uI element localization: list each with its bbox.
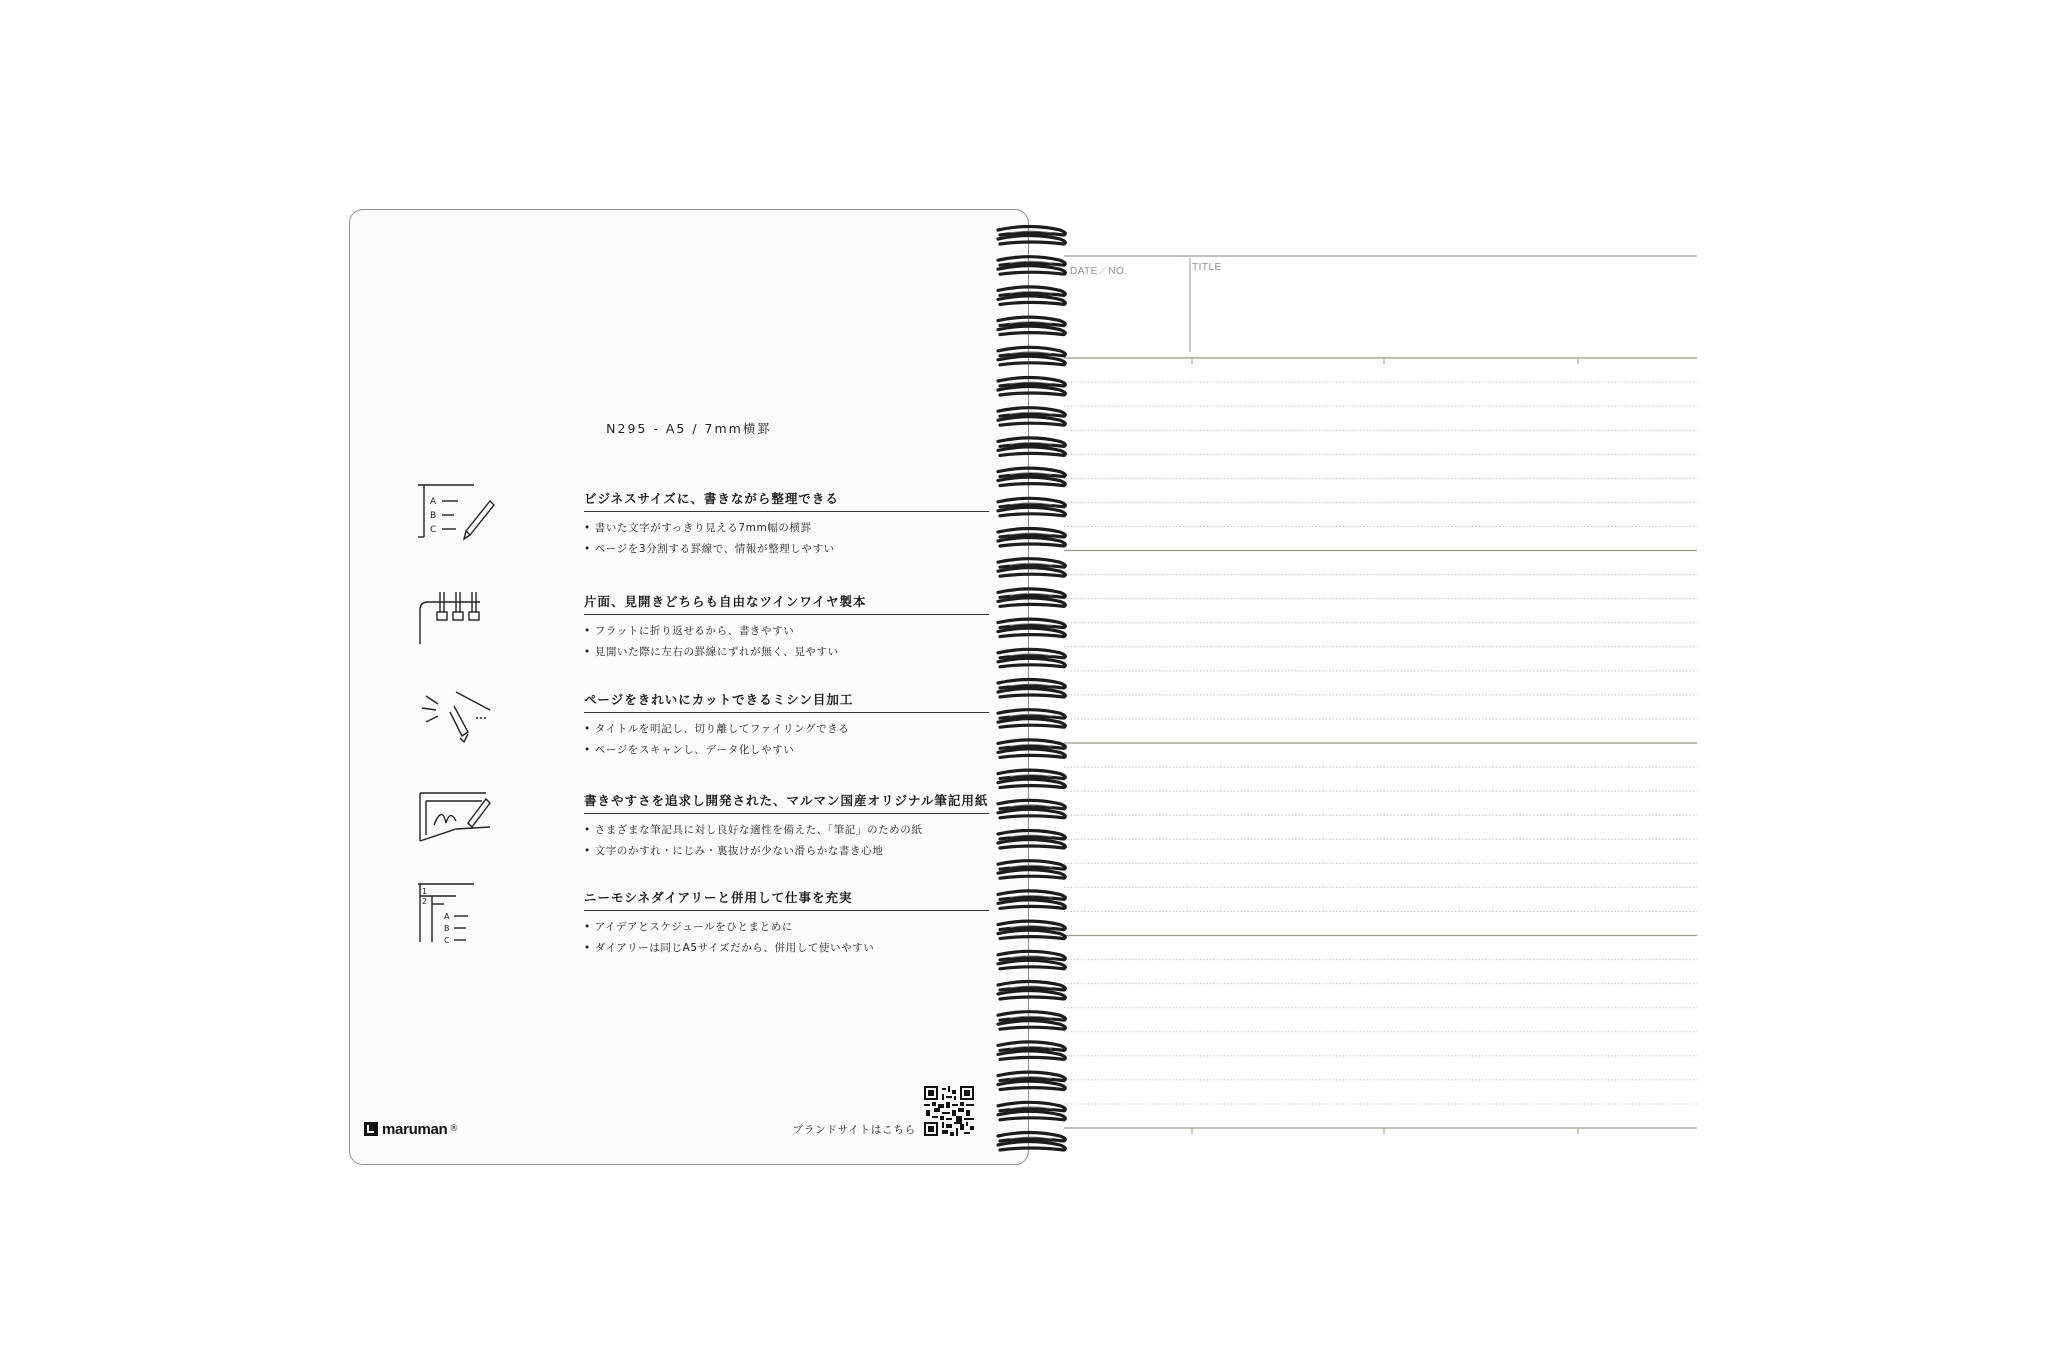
feature-rule	[584, 614, 989, 615]
spiral-loop	[998, 287, 1065, 305]
svg-text:C: C	[444, 936, 450, 945]
title-label: TITLE	[1192, 262, 1222, 273]
feature-heading: ニーモシネダイアリーと併用して仕事を充実	[584, 890, 853, 905]
qr-code-icon[interactable]	[924, 1086, 974, 1136]
feature-bullet: • ページを3分割する罫線で、情報が整理しやすい	[584, 543, 835, 555]
feature-item	[416, 592, 936, 672]
page-ruling	[1042, 206, 1732, 1168]
feature-item	[416, 888, 936, 968]
svg-text:A: A	[430, 497, 437, 507]
spiral-loop	[998, 1102, 1065, 1120]
twin-wire-spiral	[990, 222, 1076, 1152]
spiral-loop	[998, 1072, 1065, 1090]
feature-bullet: • タイトルを明記し、切り離してファイリングできる	[584, 723, 850, 735]
feature-bullet: • フラットに折り返せるから、書きやすい	[584, 625, 795, 637]
spiral-loop	[998, 378, 1065, 396]
feature-bullet: • さまざまな筆記具に対し良好な適性を備えた、「筆記」のための紙	[584, 824, 923, 836]
feature-item	[416, 791, 989, 871]
feature-heading: 片面、見開きどちらも自由なツインワイヤ製本	[584, 594, 867, 609]
feature-bullet: • 書いた文字がすっきり見える7mm幅の横罫	[584, 522, 812, 534]
feature-bullet: • 見開いた際に左右の罫線にずれが無く、見やすい	[584, 646, 839, 658]
spiral-loop	[998, 559, 1065, 577]
spiral-loop	[998, 861, 1065, 879]
feature-heading: ページをきれいにカットできるミシン目加工	[584, 692, 854, 707]
svg-text:B: B	[430, 511, 437, 521]
spiral-loop	[998, 529, 1065, 547]
spiral-loop	[998, 619, 1065, 637]
abc-list-pen-icon	[416, 483, 496, 547]
spiral-loop	[998, 800, 1065, 818]
svg-text:A: A	[444, 912, 450, 921]
spiral-loop	[998, 468, 1065, 486]
date-label: DATE／NO.	[1070, 266, 1128, 277]
spiral-loop	[998, 680, 1065, 698]
back-cover	[349, 209, 1029, 1165]
feature-bullet: • ダイアリーは同じA5サイズだから、併用して使いやすい	[584, 942, 875, 954]
spiral-loop	[998, 921, 1065, 939]
brand-name: maruman	[382, 1120, 448, 1138]
twin-wire-binding-icon	[416, 586, 496, 650]
spiral-loop	[998, 438, 1065, 456]
svg-text:2: 2	[422, 897, 428, 906]
spiral-loop	[998, 1012, 1065, 1029]
feature-item	[416, 489, 936, 569]
spiral-loop	[998, 408, 1065, 426]
brand-site-label: ブランドサイトはこちら	[792, 1124, 916, 1136]
feature-heading: ビジネスサイズに、書きながら整理できる	[584, 491, 839, 506]
paper-writing-icon	[416, 785, 496, 849]
feature-rule	[584, 813, 989, 814]
svg-text:B: B	[444, 924, 450, 933]
spiral-loop	[998, 347, 1065, 365]
feature-bullet: • 文字のかすれ・にじみ・裏抜けが少ない滑らかな書き心地	[584, 845, 884, 857]
svg-text:C: C	[430, 525, 437, 535]
perforation-cut-icon	[416, 684, 496, 748]
spiral-loop	[998, 498, 1065, 516]
spiral-loop	[998, 1042, 1065, 1060]
feature-rule	[584, 910, 989, 911]
spiral-loop	[998, 317, 1065, 335]
spiral-loop	[998, 951, 1065, 969]
model-line: N295 - A5 / 7mm横罫	[606, 421, 772, 436]
maruman-logo	[364, 1118, 458, 1140]
spiral-loop	[998, 649, 1065, 667]
diary-combo-icon	[416, 882, 496, 946]
spiral-loop	[998, 257, 1065, 275]
feature-heading: 書きやすさを追求し開発された、マルマン国産オリジナル筆記用紙	[584, 793, 989, 808]
spiral-loop	[998, 1133, 1065, 1151]
spiral-loop	[998, 891, 1065, 909]
feature-rule	[584, 511, 989, 512]
spiral-loop	[998, 740, 1065, 758]
feature-bullet: • アイデアとスケジュールをひとまとめに	[584, 921, 793, 933]
feature-rule	[584, 712, 989, 713]
spiral-loop	[998, 831, 1065, 849]
registered-mark: ®	[449, 1124, 459, 1134]
ruled-page	[1042, 206, 1732, 1168]
spiral-loop	[998, 982, 1065, 1000]
svg-text:1: 1	[422, 887, 428, 896]
feature-item	[416, 690, 936, 770]
maruman-logo-mark	[364, 1122, 378, 1136]
spiral-loop	[998, 710, 1065, 728]
spiral-loop	[998, 227, 1065, 245]
feature-bullet: • ページをスキャンし、データ化しやすい	[584, 744, 795, 756]
spiral-loop	[998, 770, 1065, 788]
spiral-loop	[998, 589, 1065, 607]
